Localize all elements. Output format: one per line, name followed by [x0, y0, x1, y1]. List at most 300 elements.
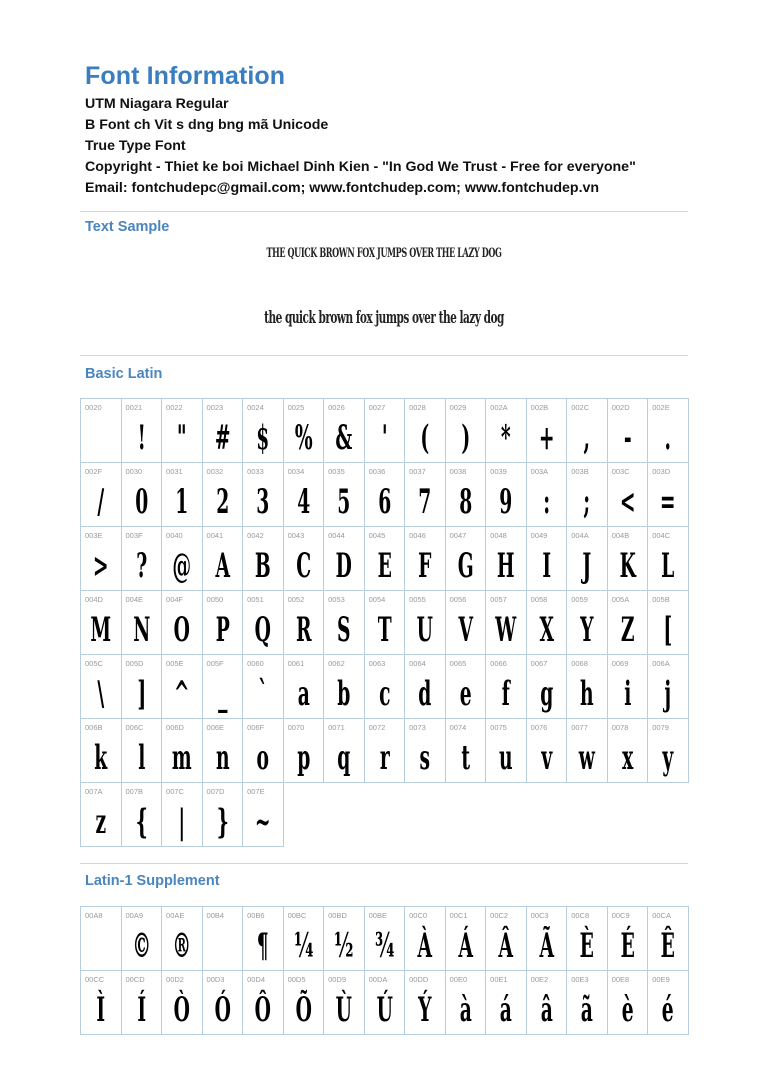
glyph-char: [ — [663, 610, 673, 650]
glyph-code: 0032 — [206, 467, 224, 476]
glyph-char: > — [92, 546, 109, 586]
glyph-code: 0022 — [166, 403, 183, 412]
glyph-cell — [203, 971, 244, 1035]
glyph-code: 0068 — [571, 659, 588, 668]
glyph-char: A — [215, 546, 230, 586]
glyph-char: O — [173, 610, 190, 650]
glyph-char: è — [621, 990, 634, 1030]
glyph-code: 005A — [611, 595, 630, 604]
glyph-char: Y — [580, 610, 594, 650]
glyph-code: 0038 — [449, 467, 467, 476]
glyph-code: 0023 — [206, 403, 224, 412]
glyph-cell — [486, 527, 527, 591]
glyph-cell — [405, 463, 446, 527]
glyph-cell — [81, 655, 122, 719]
glyph-cell — [162, 719, 203, 783]
section-title-basic-latin: Basic Latin — [85, 366, 163, 382]
glyph-char: à — [459, 990, 472, 1030]
glyph-cell — [365, 655, 406, 719]
glyph-code: 00A9 — [125, 911, 144, 920]
glyph-code: 00D9 — [328, 975, 347, 984]
glyph-cell — [648, 527, 689, 591]
glyph-cell — [608, 463, 649, 527]
glyph-char: V — [458, 610, 473, 650]
glyph-cell — [162, 655, 203, 719]
glyph-char: q — [337, 738, 351, 778]
glyph-code: 0061 — [287, 659, 305, 668]
glyph-char: H — [497, 546, 515, 586]
glyph-char: 5 — [337, 482, 351, 522]
glyph-char: ] — [136, 674, 146, 714]
glyph-code: 00E3 — [571, 975, 589, 984]
glyph-code: 002D — [611, 403, 630, 412]
glyph-char: J — [582, 546, 592, 586]
glyph-code: 006A — [652, 659, 670, 668]
glyph-char: u — [499, 738, 513, 778]
glyph-cell — [648, 719, 689, 783]
glyph-cell — [324, 971, 365, 1035]
glyph-cell — [446, 591, 487, 655]
font-description: B Font ch Vit s dng bng mã Unicode — [85, 117, 329, 133]
glyph-char: 6 — [377, 482, 391, 522]
glyph-code: 00D2 — [166, 975, 184, 984]
glyph-char: K — [619, 546, 636, 586]
glyph-code: 0062 — [328, 659, 345, 668]
glyph-code: 00E2 — [530, 975, 549, 984]
glyph-cell — [284, 527, 325, 591]
glyph-cell — [81, 463, 122, 527]
glyph-code: 0072 — [368, 723, 386, 732]
glyph-char: Ù — [335, 990, 353, 1030]
glyph-code: 005F — [206, 659, 224, 668]
glyph-code: 0026 — [328, 403, 345, 412]
glyph-char: " — [176, 418, 187, 458]
glyph-cell — [243, 463, 284, 527]
glyph-code: 0065 — [449, 659, 467, 668]
glyph-cell — [203, 591, 244, 655]
glyph-code: 0041 — [206, 531, 224, 540]
glyph-char: _ — [217, 674, 227, 714]
glyph-cell — [324, 399, 365, 463]
glyph-cell — [122, 527, 163, 591]
glyph-cell — [648, 971, 689, 1035]
glyph-char: N — [132, 610, 150, 650]
glyph-cell — [365, 527, 406, 591]
glyph-char: f — [501, 674, 510, 714]
glyph-code: 0054 — [368, 595, 386, 604]
page-title: Font Information — [85, 62, 286, 90]
font-type: True Type Font — [85, 138, 186, 154]
glyph-char: 9 — [499, 482, 513, 522]
glyph-code: 006B — [85, 723, 103, 732]
glyph-char: y — [662, 738, 674, 778]
glyph-code: 0049 — [530, 531, 548, 540]
glyph-cell — [608, 719, 649, 783]
glyph-code: 0071 — [328, 723, 345, 732]
glyph-char: Á — [458, 926, 473, 966]
glyph-cell — [446, 655, 487, 719]
glyph-cell — [365, 907, 406, 971]
glyph-cell — [527, 907, 568, 971]
glyph-code: 0055 — [409, 595, 426, 604]
glyph-char: ( — [420, 418, 430, 458]
glyph-cell — [608, 399, 649, 463]
glyph-code: 006E — [206, 723, 225, 732]
glyph-cell — [486, 399, 527, 463]
glyph-cell — [203, 527, 244, 591]
glyph-code: 0076 — [530, 723, 548, 732]
glyph-code: 0040 — [166, 531, 183, 540]
glyph-cell — [324, 527, 365, 591]
glyph-cell — [122, 399, 163, 463]
glyph-cell — [324, 719, 365, 783]
glyph-code: 00C0 — [409, 911, 428, 920]
glyph-char: â — [540, 990, 553, 1030]
glyph-cell — [284, 399, 325, 463]
glyph-cell — [486, 971, 527, 1035]
glyph-char: p — [296, 738, 310, 778]
glyph-cell — [243, 591, 284, 655]
glyph-cell — [486, 655, 527, 719]
glyph-char: : — [542, 482, 550, 522]
glyph-cell — [527, 527, 568, 591]
glyph-char: @ — [172, 546, 192, 586]
glyph-cell — [567, 719, 608, 783]
glyph-cell — [81, 971, 122, 1035]
glyph-char: L — [661, 546, 675, 586]
glyph-char: { — [135, 802, 148, 842]
glyph-char: é — [662, 990, 674, 1030]
glyph-code: 004B — [611, 531, 630, 540]
glyph-cell — [648, 463, 689, 527]
glyph-code: 006F — [247, 723, 265, 732]
glyph-char: c — [378, 674, 391, 714]
glyph-char: X — [539, 610, 554, 650]
glyph-char: | — [178, 802, 186, 842]
glyph-code: 005D — [125, 659, 144, 668]
glyph-char: } — [216, 802, 229, 842]
glyph-code: 00E1 — [490, 975, 508, 984]
section-title-latin1-supplement: Latin-1 Supplement — [85, 873, 220, 889]
glyph-cell — [405, 971, 446, 1035]
glyph-code: 00C1 — [449, 911, 468, 920]
glyph-code: 00E9 — [652, 975, 670, 984]
glyph-code: 0035 — [328, 467, 345, 476]
glyph-code: 0027 — [368, 403, 386, 412]
glyph-cell — [365, 591, 406, 655]
glyph-char: g — [539, 674, 553, 714]
glyph-code: 007C — [166, 787, 184, 796]
glyph-char: U — [416, 610, 434, 650]
glyph-cell — [648, 399, 689, 463]
glyph-char: ` — [258, 674, 268, 714]
font-copyright: Copyright - Thiet ke boi Michael Dinh Kien - "In God We Trust - Free for everyone" — [85, 159, 636, 175]
glyph-cell — [486, 463, 527, 527]
glyph-char: Ê — [660, 926, 676, 966]
glyph-char: ½ — [334, 926, 354, 966]
glyph-cell — [162, 591, 203, 655]
glyph-cell — [567, 527, 608, 591]
glyph-char: 3 — [256, 482, 270, 522]
glyph-code: 006C — [125, 723, 144, 732]
glyph-char: h — [580, 674, 594, 714]
glyph-code: 004C — [652, 531, 671, 540]
glyph-code: 0064 — [409, 659, 426, 668]
glyph-char: i — [623, 674, 632, 714]
glyph-code: 0042 — [247, 531, 264, 540]
font-info-block — [85, 94, 636, 199]
glyph-char: = — [660, 482, 676, 522]
glyph-char: C — [295, 546, 311, 586]
glyph-code: 0058 — [530, 595, 548, 604]
glyph-code: 004F — [166, 595, 184, 604]
glyph-cell — [648, 591, 689, 655]
glyph-code: 0021 — [125, 403, 143, 412]
glyph-cell — [284, 907, 325, 971]
glyph-char: © — [131, 926, 151, 966]
glyph-code: 00AE — [166, 911, 185, 920]
glyph-char: G — [457, 546, 474, 586]
glyph-char: s — [419, 738, 431, 778]
glyph-char: Ò — [173, 990, 190, 1030]
glyph-cell — [81, 527, 122, 591]
glyph-char: Ã — [539, 926, 554, 966]
glyph-cell — [284, 971, 325, 1035]
glyph-char: % — [294, 418, 313, 458]
glyph-code: 0074 — [449, 723, 467, 732]
glyph-code: 0039 — [490, 467, 507, 476]
glyph-code: 00CA — [652, 911, 671, 920]
glyph-cell — [122, 971, 163, 1035]
glyph-code: 00E8 — [611, 975, 630, 984]
glyph-char: F — [418, 546, 432, 586]
glyph-cell — [243, 527, 284, 591]
glyph-code: 003C — [611, 467, 630, 476]
glyph-code: 002B — [530, 403, 549, 412]
glyph-char: S — [337, 610, 351, 650]
glyph-cell — [243, 907, 284, 971]
glyph-code: 00DA — [368, 975, 388, 984]
glyph-char: 4 — [296, 482, 310, 522]
glyph-code: 006D — [166, 723, 184, 732]
glyph-cell — [486, 591, 527, 655]
glyph-cell — [81, 719, 122, 783]
glyph-cell — [81, 399, 122, 463]
glyph-cell — [567, 971, 608, 1035]
glyph-cell — [81, 591, 122, 655]
glyph-cell — [324, 655, 365, 719]
glyph-char: ' — [381, 418, 388, 458]
glyph-cell — [527, 655, 568, 719]
glyph-cell — [446, 527, 487, 591]
glyph-cell — [527, 399, 568, 463]
glyph-char: D — [335, 546, 352, 586]
glyph-code: 0069 — [611, 659, 629, 668]
glyph-code: 0077 — [571, 723, 588, 732]
glyph-code: 003A — [530, 467, 549, 476]
glyph-cell — [203, 399, 244, 463]
divider — [80, 863, 688, 864]
glyph-code: 0037 — [409, 467, 426, 476]
glyph-char: T — [377, 610, 392, 650]
glyph-cell — [243, 719, 284, 783]
glyph-char: I — [542, 546, 551, 586]
glyph-char: ® — [172, 926, 192, 966]
glyph-char: # — [214, 418, 231, 458]
glyph-char: + — [538, 418, 555, 458]
glyph-cell — [324, 591, 365, 655]
glyph-cell — [567, 591, 608, 655]
glyph-code: 00DD — [409, 975, 429, 984]
sample-uppercase: THE QUICK BROWN FOX JUMPS OVER THE LAZY DOG — [266, 246, 502, 261]
glyph-char: ^ — [173, 674, 190, 714]
glyph-cell — [81, 907, 122, 971]
glyph-cell — [162, 783, 203, 847]
glyph-code: 00BD — [328, 911, 347, 920]
glyph-code: 004D — [85, 595, 103, 604]
glyph-char: ¼ — [293, 926, 314, 966]
glyph-code: 0073 — [409, 723, 426, 732]
glyph-char: Ý — [418, 990, 432, 1030]
glyph-code: 0020 — [85, 403, 102, 412]
glyph-char: À — [417, 926, 433, 966]
glyph-char: ; — [583, 482, 591, 522]
glyph-cell — [608, 527, 649, 591]
glyph-char: l — [137, 738, 145, 778]
glyph-code: 00D5 — [287, 975, 306, 984]
glyph-cell — [203, 463, 244, 527]
glyph-cell — [405, 591, 446, 655]
glyph-grid-basic-latin — [80, 398, 689, 847]
glyph-code: 002F — [85, 467, 103, 476]
glyph-cell — [365, 399, 406, 463]
glyph-cell — [648, 655, 689, 719]
font-name: UTM Niagara Regular — [85, 96, 229, 112]
glyph-cell — [608, 591, 649, 655]
glyph-cell — [162, 399, 203, 463]
glyph-cell — [365, 971, 406, 1035]
glyph-cell — [284, 463, 325, 527]
glyph-cell — [365, 719, 406, 783]
glyph-char: È — [579, 926, 595, 966]
glyph-code: 003E — [85, 531, 103, 540]
glyph-char: Í — [136, 990, 146, 1030]
glyph-code: 00B6 — [247, 911, 265, 920]
glyph-cell — [122, 719, 163, 783]
glyph-cell — [243, 399, 284, 463]
glyph-cell — [446, 399, 487, 463]
glyph-cell — [405, 907, 446, 971]
glyph-char: m — [171, 738, 192, 778]
glyph-cell — [608, 907, 649, 971]
glyph-char: 1 — [175, 482, 189, 522]
glyph-cell — [486, 719, 527, 783]
glyph-code: 0059 — [571, 595, 588, 604]
glyph-code: 00D3 — [206, 975, 225, 984]
glyph-code: 007D — [206, 787, 225, 796]
glyph-char: Ú — [376, 990, 393, 1030]
glyph-cell — [405, 527, 446, 591]
divider — [80, 355, 688, 356]
glyph-cell — [203, 783, 244, 847]
glyph-char: R — [295, 610, 312, 650]
glyph-char: 7 — [418, 482, 432, 522]
glyph-char: ) — [460, 418, 470, 458]
glyph-cell — [527, 463, 568, 527]
glyph-grid-latin1-supplement — [80, 906, 689, 1035]
glyph-char: z — [95, 802, 107, 842]
glyph-char: 8 — [458, 482, 472, 522]
glyph-code: 00E0 — [449, 975, 468, 984]
glyph-code: 0056 — [449, 595, 467, 604]
glyph-code: 0025 — [287, 403, 305, 412]
glyph-cell — [81, 783, 122, 847]
glyph-char: Z — [620, 610, 635, 650]
glyph-cell — [324, 907, 365, 971]
glyph-code: 0063 — [368, 659, 386, 668]
glyph-code: 0067 — [530, 659, 548, 668]
glyph-cell — [203, 655, 244, 719]
glyph-char: e — [459, 674, 472, 714]
glyph-char: Q — [254, 610, 271, 650]
glyph-code: 0060 — [247, 659, 264, 668]
glyph-code: 0028 — [409, 403, 426, 412]
glyph-cell — [284, 591, 325, 655]
glyph-char: b — [337, 674, 351, 714]
glyph-cell — [365, 463, 406, 527]
glyph-char: n — [215, 738, 230, 778]
glyph-cell — [527, 971, 568, 1035]
glyph-code: 00A8 — [85, 911, 103, 920]
glyph-cell — [162, 971, 203, 1035]
glyph-char: M — [90, 610, 112, 650]
glyph-char: . — [664, 418, 672, 458]
glyph-char: B — [254, 546, 271, 586]
glyph-cell — [405, 399, 446, 463]
glyph-char: v — [540, 738, 552, 778]
glyph-char: a — [297, 674, 310, 714]
glyph-char: ¶ — [256, 926, 269, 966]
glyph-cell — [122, 655, 163, 719]
glyph-code: 0046 — [409, 531, 426, 540]
glyph-code: 007A — [85, 787, 103, 796]
glyph-char: ~ — [254, 802, 271, 842]
glyph-cell — [203, 719, 244, 783]
glyph-char: x — [621, 738, 634, 778]
glyph-cell — [527, 591, 568, 655]
glyph-char: & — [335, 418, 353, 458]
glyph-char: t — [461, 738, 470, 778]
glyph-code: 0043 — [287, 531, 305, 540]
glyph-cell — [608, 971, 649, 1035]
glyph-char: 0 — [134, 482, 148, 522]
glyph-cell — [486, 907, 527, 971]
glyph-char: É — [620, 926, 635, 966]
glyph-char: Õ — [295, 990, 312, 1030]
glyph-char: $ — [256, 418, 270, 458]
glyph-code: 0051 — [247, 595, 264, 604]
glyph-cell — [324, 463, 365, 527]
glyph-char: ? — [135, 546, 147, 586]
glyph-code: 0053 — [328, 595, 345, 604]
glyph-code: 004A — [571, 531, 589, 540]
glyph-cell — [567, 399, 608, 463]
glyph-char: Ì — [96, 990, 106, 1030]
glyph-code: 0078 — [611, 723, 629, 732]
glyph-cell — [567, 463, 608, 527]
glyph-char: Â — [498, 926, 514, 966]
glyph-code: 002A — [490, 403, 508, 412]
